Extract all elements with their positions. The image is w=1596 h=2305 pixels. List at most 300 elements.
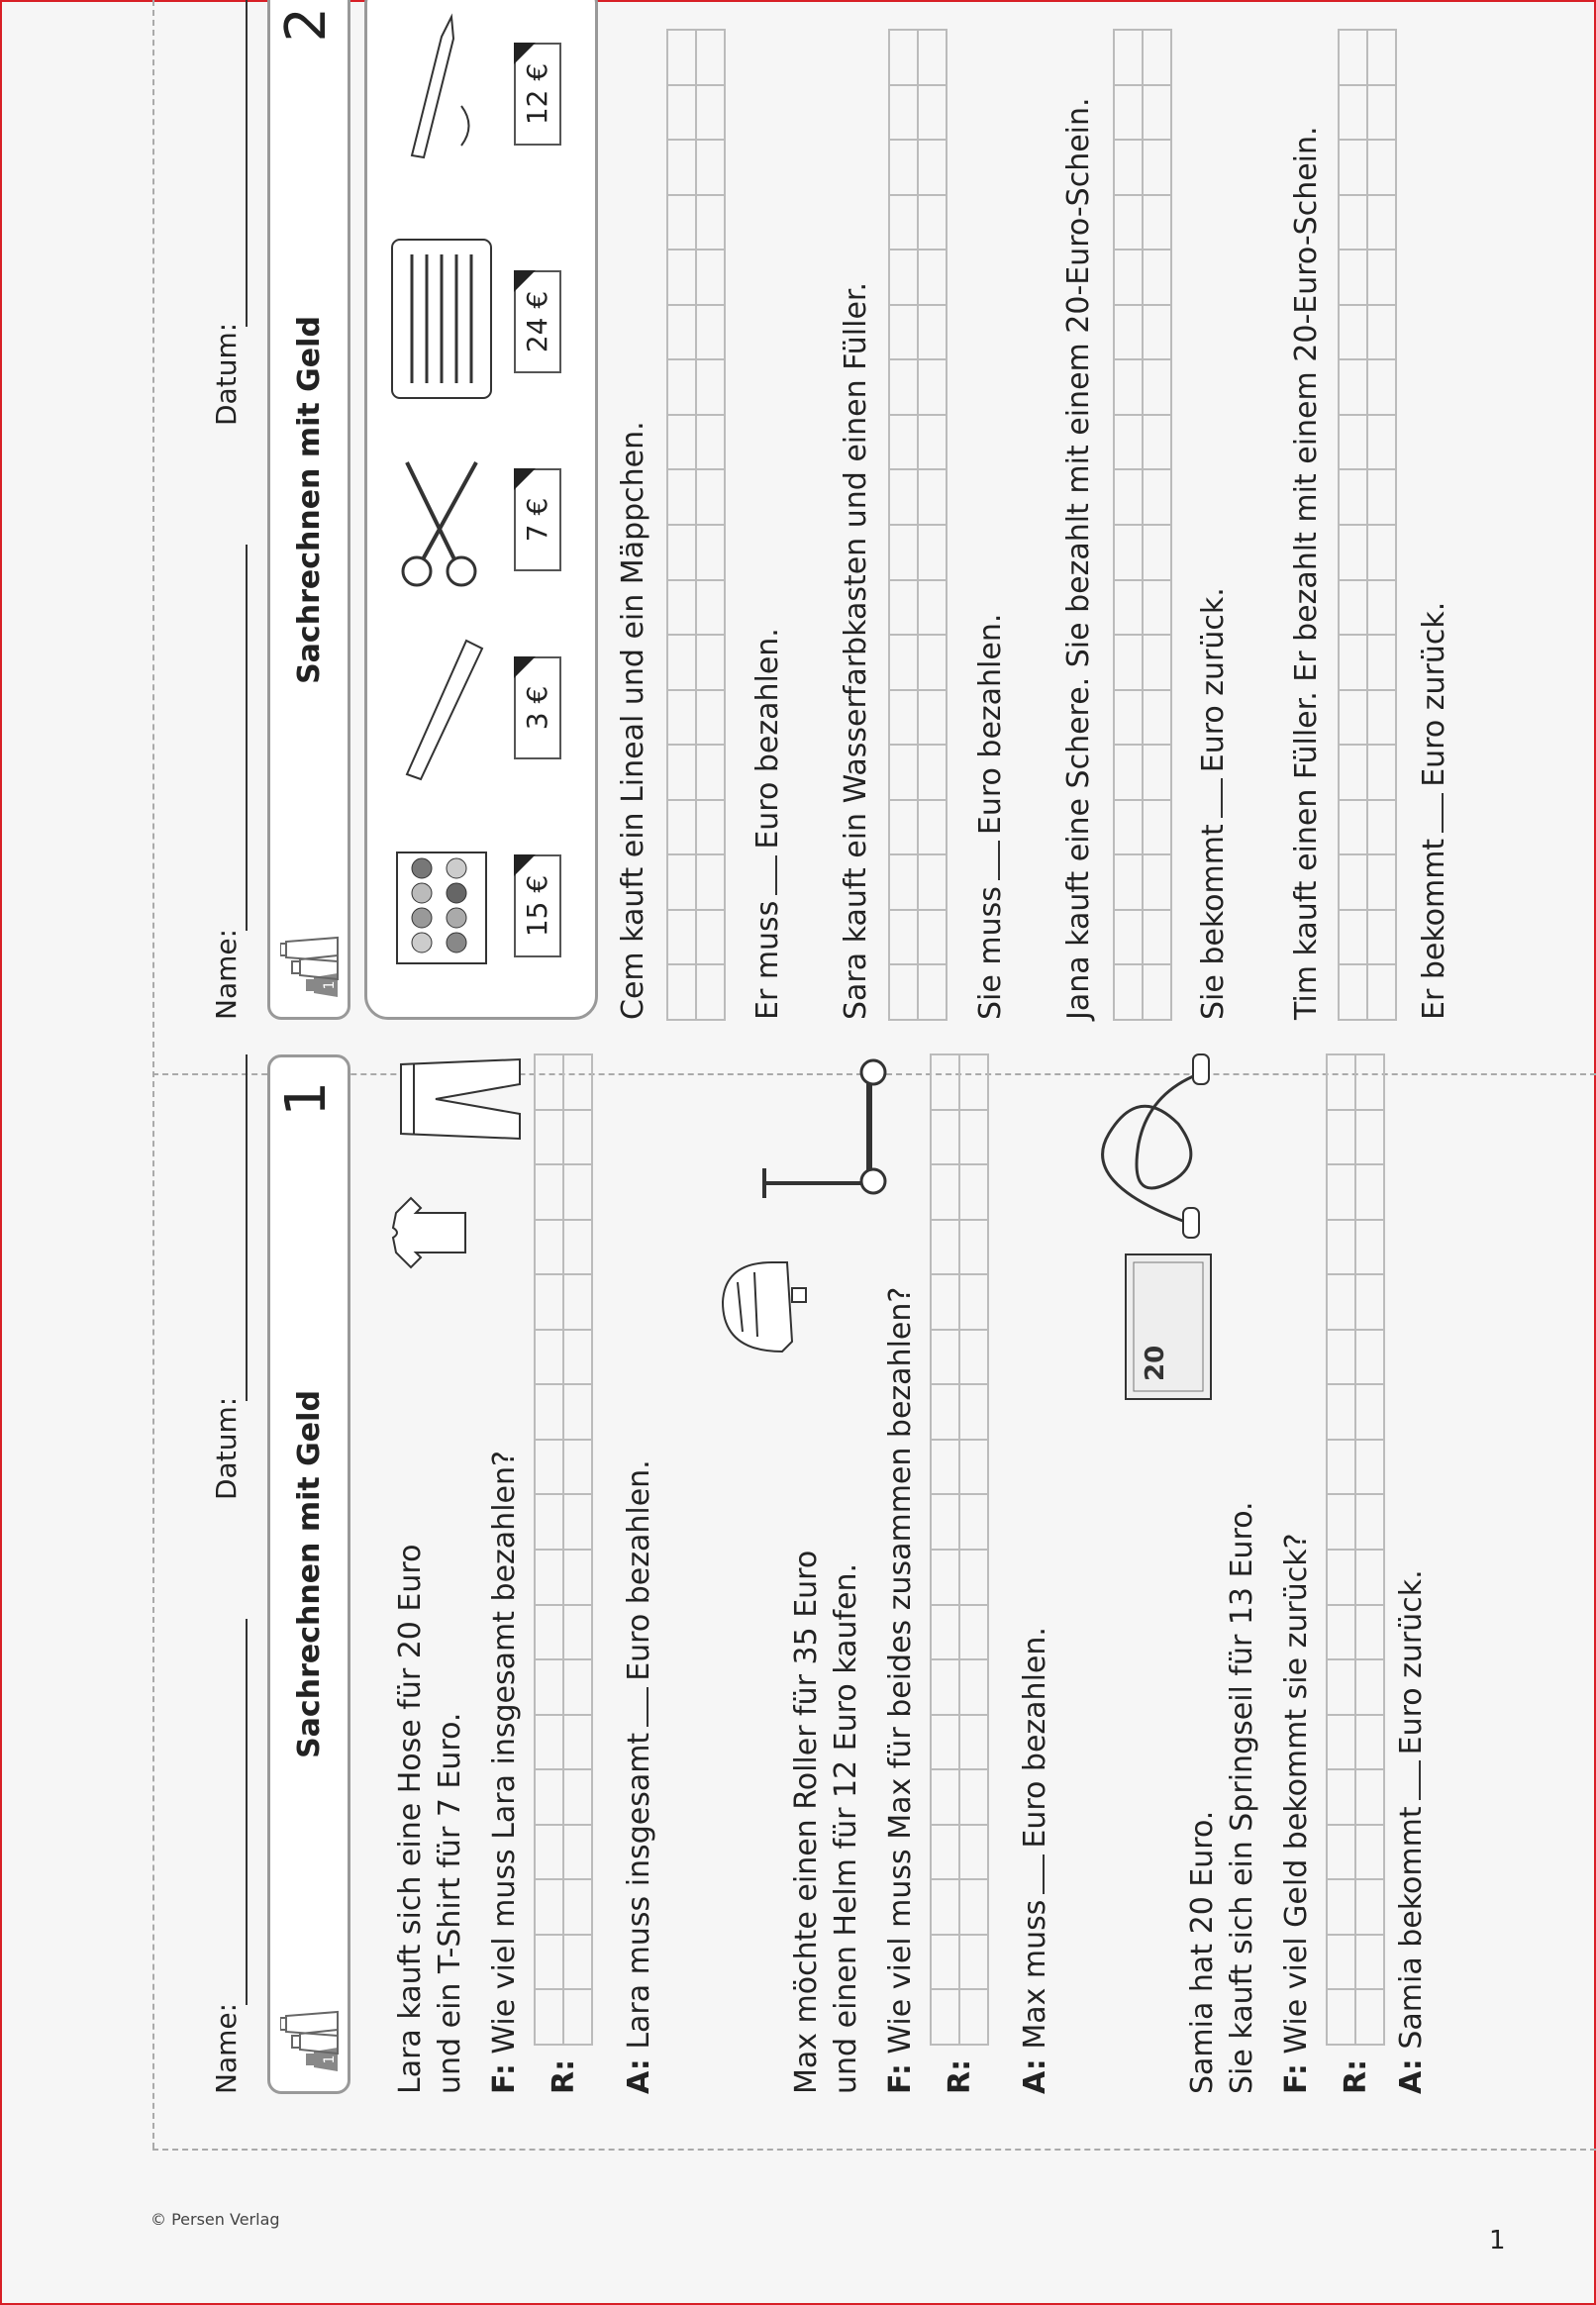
task2-calculation-grid[interactable] [889, 30, 947, 1020]
grid-cell[interactable] [695, 689, 726, 747]
task2-answer-prefix: Sie muss [973, 886, 1008, 1020]
grid-cell[interactable] [917, 414, 948, 471]
grid-cell[interactable] [958, 1109, 989, 1166]
grid-cell[interactable] [1142, 689, 1172, 747]
grid-cell[interactable] [930, 1439, 960, 1496]
grid-cell[interactable] [1142, 414, 1172, 471]
grid-cell[interactable] [1366, 468, 1397, 526]
grid-cell[interactable] [1338, 358, 1368, 416]
price-tag-pencil-case: 24 € [514, 270, 561, 373]
grid-cell[interactable] [666, 524, 697, 581]
task2-r-label: R: [943, 2058, 977, 2094]
grid-cell[interactable] [562, 1658, 593, 1716]
grid-cell[interactable] [695, 524, 726, 581]
grid-cell[interactable] [562, 1714, 593, 1771]
grid-cell[interactable] [1338, 468, 1368, 526]
grid-cell[interactable] [958, 1824, 989, 1881]
grid-cell[interactable] [695, 358, 726, 416]
grid-cell[interactable] [534, 1383, 564, 1441]
grid-cell[interactable] [1326, 1658, 1356, 1716]
grid-cell[interactable] [888, 84, 919, 142]
grid-cell[interactable] [666, 414, 697, 471]
grid-cell[interactable] [930, 1549, 960, 1606]
grid-cell[interactable] [1113, 84, 1144, 142]
grid-cell[interactable] [562, 1163, 593, 1221]
grid-cell[interactable] [695, 799, 726, 856]
grid-cell[interactable] [534, 1053, 564, 1111]
grid-cell[interactable] [1326, 1988, 1356, 2046]
grid-cell[interactable] [534, 1163, 564, 1221]
grid-cell[interactable] [917, 744, 948, 801]
grid-cell[interactable] [534, 1878, 564, 1936]
page-number: 1 [1489, 2226, 1506, 2255]
grid-cell[interactable] [930, 1604, 960, 1661]
task3-calculation-grid[interactable] [1327, 1054, 1384, 2045]
name-field[interactable] [246, 1619, 248, 2005]
grid-cell[interactable] [666, 634, 697, 691]
grid-cell[interactable] [1366, 249, 1397, 306]
grid-cell[interactable] [1338, 909, 1368, 966]
grid-cell[interactable] [958, 1163, 989, 1221]
grid-cell[interactable] [930, 1163, 960, 1221]
task4-answer-blank[interactable] [1414, 793, 1444, 833]
name-field[interactable] [246, 545, 248, 931]
grid-cell[interactable] [888, 634, 919, 691]
task4-answer-prefix: Er bekommt [1417, 838, 1451, 1020]
grid-cell[interactable] [666, 139, 697, 196]
grid-cell[interactable] [888, 414, 919, 471]
grid-cell[interactable] [666, 84, 697, 142]
grid-cell[interactable] [1113, 194, 1144, 251]
helmet-icon [713, 1253, 812, 1361]
task2-answer-blank[interactable] [1015, 1854, 1045, 1894]
pencil-case-icon [382, 235, 501, 403]
grid-cell[interactable] [562, 1219, 593, 1276]
grid-cell[interactable] [1354, 1988, 1385, 2046]
task2-answer-suffix: Euro bezahlen. [973, 613, 1008, 836]
grid-cell[interactable] [1338, 689, 1368, 747]
grid-cell[interactable] [562, 1988, 593, 2046]
grid-cell[interactable] [958, 1878, 989, 1936]
task4-calculation-grid[interactable] [1339, 30, 1396, 1020]
copyright: © Persen Verlag [150, 2210, 280, 2229]
task1-answer-blank[interactable] [619, 1687, 648, 1727]
grid-cell[interactable] [930, 1658, 960, 1716]
grid-cell[interactable] [1338, 414, 1368, 471]
grid-cell[interactable] [888, 194, 919, 251]
grid-cell[interactable] [1326, 1273, 1356, 1331]
grid-cell[interactable] [930, 1878, 960, 1936]
grid-cell[interactable] [888, 139, 919, 196]
grid-cell[interactable] [1326, 1329, 1356, 1386]
grid-cell[interactable] [1366, 963, 1397, 1021]
grid-cell[interactable] [888, 29, 919, 86]
grid-cell[interactable] [930, 1824, 960, 1881]
grid-cell[interactable] [534, 1219, 564, 1276]
grid-cell[interactable] [666, 689, 697, 747]
name-date-row [198, 0, 257, 1020]
grid-cell[interactable] [666, 194, 697, 251]
grid-cell[interactable] [917, 799, 948, 856]
grid-cell[interactable] [1354, 1768, 1385, 1826]
grid-cell[interactable] [1366, 414, 1397, 471]
grid-cell[interactable] [917, 853, 948, 911]
grid-cell[interactable] [1354, 1604, 1385, 1661]
grid-cell[interactable] [1354, 1549, 1385, 1606]
grid-cell[interactable] [930, 1053, 960, 1111]
grid-cell[interactable] [888, 579, 919, 637]
worksheet-title: Sachrechnen mit Geld [292, 1390, 327, 1758]
grid-cell[interactable] [917, 194, 948, 251]
grid-cell[interactable] [888, 853, 919, 911]
grid-cell[interactable] [917, 909, 948, 966]
grid-cell[interactable] [1366, 194, 1397, 251]
grid-cell[interactable] [1326, 1219, 1356, 1276]
price-tag-scissors: 7 € [514, 468, 561, 571]
task3-answer-blank[interactable] [1193, 778, 1223, 818]
task2-answer-blank[interactable] [970, 841, 1000, 880]
task2-answer-prefix: Max muss [1018, 1899, 1052, 2050]
date-field[interactable] [246, 1054, 248, 1401]
task1-answer-blank[interactable] [748, 855, 777, 895]
grid-cell[interactable] [917, 139, 948, 196]
grid-cell[interactable] [1366, 84, 1397, 142]
grid-cell[interactable] [1142, 194, 1172, 251]
grid-cell[interactable] [1113, 304, 1144, 361]
grid-cell[interactable] [1326, 1053, 1356, 1111]
grid-cell[interactable] [1338, 139, 1368, 196]
grid-cell[interactable] [888, 304, 919, 361]
task2-f-label: F: [883, 2063, 918, 2094]
grid-cell[interactable] [917, 468, 948, 526]
grid-cell[interactable] [534, 1549, 564, 1606]
grid-cell[interactable] [1142, 304, 1172, 361]
grid-cell[interactable] [930, 1714, 960, 1771]
grid-cell[interactable] [534, 1329, 564, 1386]
grid-cell[interactable] [917, 84, 948, 142]
jump-rope-icon [1069, 1054, 1218, 1243]
grid-cell[interactable] [888, 249, 919, 306]
grid-cell[interactable] [1366, 579, 1397, 637]
grid-cell[interactable] [917, 963, 948, 1021]
grid-cell[interactable] [888, 358, 919, 416]
grid-cell[interactable] [888, 689, 919, 747]
task3-calculation-grid[interactable] [1114, 30, 1171, 1020]
task3-answer-blank[interactable] [1391, 1760, 1421, 1800]
grid-cell[interactable] [1338, 634, 1368, 691]
grid-cell[interactable] [930, 1988, 960, 2046]
grid-cell[interactable] [888, 744, 919, 801]
grid-cell[interactable] [534, 1824, 564, 1881]
grid-cell[interactable] [958, 1549, 989, 1606]
grid-cell[interactable] [958, 1219, 989, 1276]
grid-cell[interactable] [1354, 1439, 1385, 1496]
grid-cell[interactable] [666, 29, 697, 86]
grid-cell[interactable] [666, 304, 697, 361]
grid-cell[interactable] [1326, 1714, 1356, 1771]
grid-cell[interactable] [917, 29, 948, 86]
grid-cell[interactable] [534, 1439, 564, 1496]
grid-cell[interactable] [1326, 1439, 1356, 1496]
grid-cell[interactable] [534, 1109, 564, 1166]
grid-cell[interactable] [1113, 634, 1144, 691]
grid-cell[interactable] [1326, 1493, 1356, 1551]
grid-cell[interactable] [534, 1934, 564, 1991]
grid-cell[interactable] [1354, 1109, 1385, 1166]
grid-cell[interactable] [1142, 139, 1172, 196]
grid-cell[interactable] [695, 194, 726, 251]
grid-cell[interactable] [1354, 1383, 1385, 1441]
grid-cell[interactable] [958, 1934, 989, 1991]
grid-cell[interactable] [958, 1604, 989, 1661]
grid-cell[interactable] [1142, 853, 1172, 911]
grid-cell[interactable] [1326, 1383, 1356, 1441]
grid-cell[interactable] [917, 304, 948, 361]
grid-cell[interactable] [1366, 524, 1397, 581]
grid-cell[interactable] [534, 1714, 564, 1771]
grid-cell[interactable] [1113, 524, 1144, 581]
grid-cell[interactable] [1354, 1934, 1385, 1991]
grid-cell[interactable] [562, 1768, 593, 1826]
grid-cell[interactable] [695, 634, 726, 691]
grid-cell[interactable] [1142, 799, 1172, 856]
grid-cell[interactable] [1338, 29, 1368, 86]
tshirt-icon [391, 1193, 470, 1272]
grid-cell[interactable] [534, 1493, 564, 1551]
grid-cell[interactable] [1366, 358, 1397, 416]
task1-calculation-grid[interactable] [667, 30, 725, 1020]
grid-cell[interactable] [562, 1439, 593, 1496]
task3-f-label: F: [1279, 2063, 1314, 2094]
grid-cell[interactable] [958, 1658, 989, 1716]
grid-cell[interactable] [958, 1714, 989, 1771]
task1-question: Wie viel muss Lara insgesamt bezahlen? [487, 1451, 522, 2054]
grid-cell[interactable] [930, 1329, 960, 1386]
grid-cell[interactable] [695, 249, 726, 306]
grid-cell[interactable] [1142, 468, 1172, 526]
grid-cell[interactable] [695, 744, 726, 801]
grid-cell[interactable] [1366, 29, 1397, 86]
grid-cell[interactable] [562, 1878, 593, 1936]
grid-cell[interactable] [1354, 1053, 1385, 1111]
grid-cell[interactable] [695, 579, 726, 637]
grid-cell[interactable] [1113, 853, 1144, 911]
worksheet-title: Sachrechnen mit Geld [292, 316, 327, 684]
grid-cell[interactable] [695, 963, 726, 1021]
grid-cell[interactable] [1354, 1658, 1385, 1716]
name-date-row [198, 1054, 257, 2094]
grid-cell[interactable] [1326, 1549, 1356, 1606]
grid-cell[interactable] [1366, 799, 1397, 856]
grid-cell[interactable] [1354, 1163, 1385, 1221]
grid-cell[interactable] [888, 963, 919, 1021]
grid-cell[interactable] [562, 1109, 593, 1166]
grid-cell[interactable] [958, 1273, 989, 1331]
grid-cell[interactable] [1326, 1934, 1356, 1991]
grid-cell[interactable] [1338, 304, 1368, 361]
grid-cell[interactable] [958, 1329, 989, 1386]
grid-cell[interactable] [1113, 909, 1144, 966]
task3-answer-suffix: Euro zurück. [1394, 1569, 1429, 1755]
grid-cell[interactable] [1113, 579, 1144, 637]
grid-cell[interactable] [917, 579, 948, 637]
grid-cell[interactable] [1354, 1219, 1385, 1276]
task1-f-label: F: [487, 2063, 522, 2094]
level-badge: 1 [322, 2054, 338, 2064]
grid-cell[interactable] [1366, 139, 1397, 196]
grid-cell[interactable] [695, 139, 726, 196]
grid-cell[interactable] [1338, 744, 1368, 801]
grid-cell[interactable] [695, 29, 726, 86]
grid-cell[interactable] [958, 1383, 989, 1441]
grid-cell[interactable] [666, 358, 697, 416]
grid-cell[interactable] [666, 579, 697, 637]
grid-cell[interactable] [1338, 799, 1368, 856]
grid-cell[interactable] [917, 634, 948, 691]
grid-cell[interactable] [1113, 799, 1144, 856]
grid-cell[interactable] [695, 84, 726, 142]
grid-cell[interactable] [1113, 29, 1144, 86]
grid-cell[interactable] [562, 1493, 593, 1551]
grid-cell[interactable] [1113, 358, 1144, 416]
grid-cell[interactable] [888, 524, 919, 581]
grid-cell[interactable] [917, 358, 948, 416]
grid-cell[interactable] [1366, 909, 1397, 966]
grid-cell[interactable] [1354, 1329, 1385, 1386]
grid-cell[interactable] [1326, 1604, 1356, 1661]
grid-cell[interactable] [1338, 84, 1368, 142]
grid-cell[interactable] [1142, 84, 1172, 142]
grid-cell[interactable] [666, 744, 697, 801]
grid-cell[interactable] [930, 1768, 960, 1826]
grid-cell[interactable] [1142, 744, 1172, 801]
grid-cell[interactable] [695, 909, 726, 966]
grid-cell[interactable] [666, 799, 697, 856]
grid-cell[interactable] [1366, 689, 1397, 747]
grid-cell[interactable] [1142, 634, 1172, 691]
grid-cell[interactable] [958, 1768, 989, 1826]
grid-cell[interactable] [1354, 1273, 1385, 1331]
grid-cell[interactable] [888, 799, 919, 856]
grid-cell[interactable] [1366, 853, 1397, 911]
grid-cell[interactable] [562, 1383, 593, 1441]
grid-cell[interactable] [1326, 1878, 1356, 1936]
grid-cell[interactable] [1338, 524, 1368, 581]
grid-cell[interactable] [534, 1988, 564, 2046]
grid-cell[interactable] [695, 853, 726, 911]
grid-cell[interactable] [534, 1658, 564, 1716]
grid-cell[interactable] [930, 1934, 960, 1991]
grid-cell[interactable] [562, 1053, 593, 1111]
grid-cell[interactable] [1338, 963, 1368, 1021]
grid-cell[interactable] [534, 1604, 564, 1661]
grid-cell[interactable] [562, 1273, 593, 1331]
grid-cell[interactable] [695, 414, 726, 471]
date-field[interactable] [246, 0, 248, 327]
grid-cell[interactable] [1113, 468, 1144, 526]
grid-cell[interactable] [958, 1988, 989, 2046]
grid-cell[interactable] [930, 1109, 960, 1166]
grid-cell[interactable] [930, 1493, 960, 1551]
grid-cell[interactable] [917, 524, 948, 581]
task1-calculation-grid[interactable] [535, 1054, 592, 2045]
grid-cell[interactable] [1326, 1768, 1356, 1826]
grid-cell[interactable] [534, 1768, 564, 1826]
grid-cell[interactable] [958, 1439, 989, 1496]
grid-cell[interactable] [534, 1273, 564, 1331]
grid-cell[interactable] [1338, 194, 1368, 251]
grid-cell[interactable] [1366, 744, 1397, 801]
grid-cell[interactable] [930, 1219, 960, 1276]
grid-cell[interactable] [1113, 744, 1144, 801]
grid-cell[interactable] [930, 1273, 960, 1331]
task3-answer-prefix: Sie bekommt [1196, 824, 1231, 1020]
grid-cell[interactable] [1338, 579, 1368, 637]
grid-cell[interactable] [1338, 853, 1368, 911]
grid-cell[interactable] [1142, 963, 1172, 1021]
grid-cell[interactable] [1354, 1714, 1385, 1771]
grid-cell[interactable] [1113, 139, 1144, 196]
grid-cell[interactable] [958, 1493, 989, 1551]
grid-cell[interactable] [562, 1329, 593, 1386]
task1-answer-suffix: Euro bezahlen. [622, 1459, 656, 1681]
grid-cell[interactable] [1142, 524, 1172, 581]
grid-cell[interactable] [562, 1604, 593, 1661]
grid-cell[interactable] [666, 249, 697, 306]
grid-cell[interactable] [1338, 249, 1368, 306]
grid-cell[interactable] [1113, 414, 1144, 471]
grid-cell[interactable] [1142, 579, 1172, 637]
grid-cell[interactable] [1142, 29, 1172, 86]
grid-cell[interactable] [666, 853, 697, 911]
grid-cell[interactable] [917, 689, 948, 747]
grid-cell[interactable] [1354, 1878, 1385, 1936]
grid-cell[interactable] [666, 963, 697, 1021]
grid-cell[interactable] [1354, 1493, 1385, 1551]
grid-cell[interactable] [1142, 909, 1172, 966]
grid-cell[interactable] [1366, 304, 1397, 361]
grid-cell[interactable] [1326, 1109, 1356, 1166]
grid-cell[interactable] [1113, 689, 1144, 747]
grid-cell[interactable] [1142, 249, 1172, 306]
grid-cell[interactable] [958, 1053, 989, 1111]
grid-cell[interactable] [695, 304, 726, 361]
grid-cell[interactable] [888, 468, 919, 526]
grid-cell[interactable] [562, 1549, 593, 1606]
grid-cell[interactable] [666, 909, 697, 966]
grid-cell[interactable] [917, 249, 948, 306]
worksheet-1 [198, 1054, 1436, 2094]
task3-a-label: A: [1394, 2058, 1429, 2094]
grid-cell[interactable] [1142, 358, 1172, 416]
task3-text-line1: Samia hat 20 Euro. [1185, 1810, 1220, 2094]
grid-cell[interactable] [1113, 963, 1144, 1021]
grid-cell[interactable] [1113, 249, 1144, 306]
grid-cell[interactable] [1326, 1824, 1356, 1881]
task3-r-label: R: [1339, 2058, 1373, 2094]
task2-calculation-grid[interactable] [931, 1054, 988, 2045]
grid-cell[interactable] [1366, 634, 1397, 691]
grid-cell[interactable] [1354, 1824, 1385, 1881]
trousers-icon [396, 1054, 525, 1144]
grid-cell[interactable] [666, 468, 697, 526]
grid-cell[interactable] [930, 1383, 960, 1441]
grid-cell[interactable] [562, 1824, 593, 1881]
grid-cell[interactable] [562, 1934, 593, 1991]
grid-cell[interactable] [888, 909, 919, 966]
grid-cell[interactable] [1326, 1163, 1356, 1221]
grid-cell[interactable] [695, 468, 726, 526]
